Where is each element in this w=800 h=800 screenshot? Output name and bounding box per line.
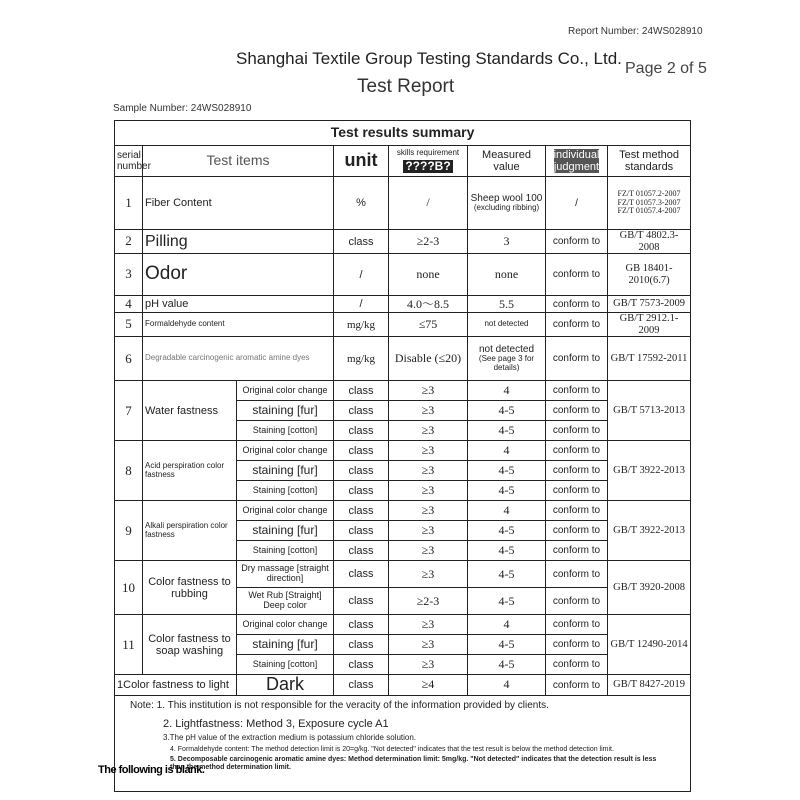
company-name: Shanghai Textile Group Testing Standards Co., Ltd. [236,49,622,68]
measured-value: 4-5 [468,421,546,441]
requirement-value: ≥3 [389,635,468,655]
test-item: Formaldehyde content [143,313,334,337]
sub-item: Wet Rub [Straight] Deep color [237,588,334,615]
measured-value: 4-5 [468,521,546,541]
judgment-value: conform to [546,381,608,401]
measured-value: 4-5 [468,635,546,655]
judgment-value: conform to [546,561,608,588]
serial-number: 2 [115,230,143,254]
test-standard: FZ/T 01057.2-2007 FZ/T 01057.3-2007 FZ/T 01057.4-2007 [608,177,691,230]
unit-value: class [334,675,389,696]
serial-number: 10 [115,561,143,615]
note-5: 5. Decomposable carcinogenic aromatic amine dyes: Method determination limit: 5mg/kg. "Not detected" indicates that the detection result is less than the method determination limit. [170,755,657,771]
measured-value [468,337,546,381]
requirement-value: ≥3 [389,655,468,675]
header-unit: unit [334,146,389,177]
requirement-mark: ????B? [405,159,451,174]
sub-item: staining [fur] [237,635,334,655]
sub-item: Original color change [237,441,334,461]
judgment-value: conform to [546,635,608,655]
serial-number: 6 [115,337,143,381]
document-title: Test Report [357,76,455,97]
unit-value: mg/kg [334,313,389,337]
sub-item: Staining [cotton] [237,481,334,501]
table-row [115,337,691,381]
test-standard: GB/T 7573-2009 [608,296,691,313]
judgment-value: conform to [546,588,608,615]
measured-note: (excluding ribbing) [473,203,540,213]
unit-value: class [334,561,389,588]
measured-value: 4 [468,501,546,521]
requirement-value: ≥3 [389,421,468,441]
test-standard: GB/T 12490-2014 [608,615,691,675]
judgment-value: conform to [546,675,608,696]
header-standard: Test method standards [608,146,691,177]
serial-number: 11 [115,615,143,675]
serial-number: 7 [115,381,143,441]
table-row [115,254,691,296]
judgment-value: conform to [546,481,608,501]
test-item: Color fastness to rubbing [143,561,237,615]
test-standard: GB/T 3920-2008 [608,561,691,615]
requirement-value: Disable (≤20) [389,337,468,381]
blank-notice: The following is blank. [98,764,205,776]
judgment-value: / [546,177,608,230]
test-item: Fiber Content [143,177,334,230]
test-standard: GB 18401-2010(6.7) [608,254,691,296]
judgment-value: conform to [546,230,608,254]
unit-value: class [334,541,389,561]
measured-text: not detected [478,344,535,356]
judgment-value: conform to [546,501,608,521]
table-row [115,313,691,337]
test-standard: GB/T 2912.1-2009 [608,313,691,337]
test-item: Odor [143,254,334,296]
unit-value: class [334,615,389,635]
requirement-value: ≥3 [389,401,468,421]
notes-row [115,695,691,791]
judgment-label: individual judgment [553,148,600,173]
test-standard: GB/T 3922-2013 [608,501,691,561]
table-row [115,441,691,461]
sample-number: Sample Number: 24WS028910 [113,103,252,114]
header-serial: serial number [115,146,143,177]
sub-item: Staining [cotton] [237,421,334,441]
test-item: Color fastness to soap washing [143,615,237,675]
table-row [115,561,691,588]
unit-value: class [334,655,389,675]
notes-cell [115,695,691,791]
sub-item: Dark [237,675,334,696]
measured-value: 4 [468,615,546,635]
judgment-value: conform to [546,655,608,675]
report-number: Report Number: 24WS028910 [568,26,703,37]
requirement-value: ≥4 [389,675,468,696]
table-row [115,296,691,313]
table-row [115,675,691,696]
serial-number: 1 [115,177,143,230]
judgment-value: conform to [546,401,608,421]
table-row [115,230,691,254]
table-title: Test results summary [115,121,691,146]
test-item: Alkali perspiration color fastness [143,501,237,561]
unit-value: class [334,421,389,441]
test-standard: GB/T 17592-2011 [608,337,691,381]
judgment-value: conform to [546,541,608,561]
serial-number: 9 [115,501,143,561]
judgment-value: conform to [546,337,608,381]
sub-item: Original color change [237,501,334,521]
header-measured: Measured value [468,146,546,177]
sub-item: staining [fur] [237,401,334,421]
sub-item: Original color change [237,381,334,401]
header-requirement [389,146,468,177]
requirement-value: ≥3 [389,381,468,401]
results-table [114,120,691,792]
unit-value: / [334,296,389,313]
page-number: Page 2 of 5 [625,60,707,77]
measured-value: 4 [468,381,546,401]
test-item: Pilling [143,230,334,254]
serial-number: 4 [115,296,143,313]
measured-value [468,177,546,230]
sub-item: Original color change [237,615,334,635]
requirement-value: 4.0～8.5 [389,296,468,313]
requirement-value: none [389,254,468,296]
requirement-value: ≥3 [389,501,468,521]
unit-value: % [334,177,389,230]
serial-number: 5 [115,313,143,337]
test-standard: GB/T 3922-2013 [608,441,691,501]
unit-value: class [334,521,389,541]
note-1: Note: 1. This institution is not responsible for the veracity of the information provided by clients. [130,699,549,711]
judgment-value: conform to [546,461,608,481]
requirement-value: ≥3 [389,541,468,561]
unit-value: class [334,230,389,254]
test-standard: GB/T 8427-2019 [608,675,691,696]
requirement-value: ≥2-3 [389,230,468,254]
unit-value: mg/kg [334,337,389,381]
sub-item: Dry massage [straight direction] [237,561,334,588]
measured-value: 4-5 [468,461,546,481]
serial-number: 3 [115,254,143,296]
unit-value: class [334,501,389,521]
header-items: Test items [143,146,334,177]
judgment-value: conform to [546,421,608,441]
unit-value: class [334,635,389,655]
unit-value: class [334,481,389,501]
judgment-value: conform to [546,254,608,296]
test-standard: GB/T 5713-2013 [608,381,691,441]
judgment-value: conform to [546,441,608,461]
test-item-cell [115,675,237,696]
requirement-value: ≥3 [389,521,468,541]
judgment-value: conform to [546,521,608,541]
measured-value: 4-5 [468,588,546,615]
measured-text: Sheep wool 100 [470,193,543,205]
header-judgment [546,146,608,177]
note-4: 4. Formaldehyde content: The method detection limit is 20=g/kg. "Not detected" indicates that the test result is below the method detection limit. [170,745,614,753]
unit-value: / [334,254,389,296]
table-row [115,381,691,401]
note-3: 3.The pH value of the extraction medium is potassium chloride solution. [163,732,417,742]
measured-value: 4-5 [468,541,546,561]
note-2: 2. Lightfastness: Method 3, Exposure cycle A1 [163,717,389,730]
requirement-value: ≥3 [389,461,468,481]
unit-value: class [334,588,389,615]
judgment-value: conform to [546,615,608,635]
measured-value: 4-5 [468,401,546,421]
test-item: pH value [143,296,334,313]
requirement-value: ≥3 [389,561,468,588]
measured-value: 3 [468,230,546,254]
sub-item: Staining [cotton] [237,655,334,675]
measured-value: none [468,254,546,296]
serial-number: 1 [117,679,124,692]
unit-value: class [334,461,389,481]
measured-value: 4 [468,675,546,696]
requirement-value: / [389,177,468,230]
unit-value: class [334,381,389,401]
test-item: Acid perspiration color fastness [143,441,237,501]
test-item: Degradable carcinogenic aromatic amine dyes [143,337,334,381]
requirement-value: ≥3 [389,481,468,501]
measured-value: not detected [468,313,546,337]
measured-value: 4-5 [468,655,546,675]
table-row [115,615,691,635]
judgment-value: conform to [546,313,608,337]
sub-item: Staining [cotton] [237,541,334,561]
measured-value: 4 [468,441,546,461]
measured-value: 4-5 [468,481,546,501]
requirement-value: ≥2-3 [389,588,468,615]
sub-item: staining [fur] [237,461,334,481]
table-row [115,177,691,230]
test-item: Color fastness to light [123,679,229,692]
test-standard: GB/T 4802.3-2008 [608,230,691,254]
measured-value: 5.5 [468,296,546,313]
unit-value: class [334,401,389,421]
serial-number: 8 [115,441,143,501]
requirement-value: ≤75 [389,313,468,337]
requirement-value: ≥3 [389,615,468,635]
measured-note: (See page 3 for details) [478,354,535,373]
unit-value: class [334,441,389,461]
measured-value: 4-5 [468,561,546,588]
sub-item: staining [fur] [237,521,334,541]
table-row [115,501,691,521]
requirement-label: skills requirement [396,147,460,157]
judgment-value: conform to [546,296,608,313]
requirement-value: ≥3 [389,441,468,461]
test-item: Water fastness [143,381,237,441]
